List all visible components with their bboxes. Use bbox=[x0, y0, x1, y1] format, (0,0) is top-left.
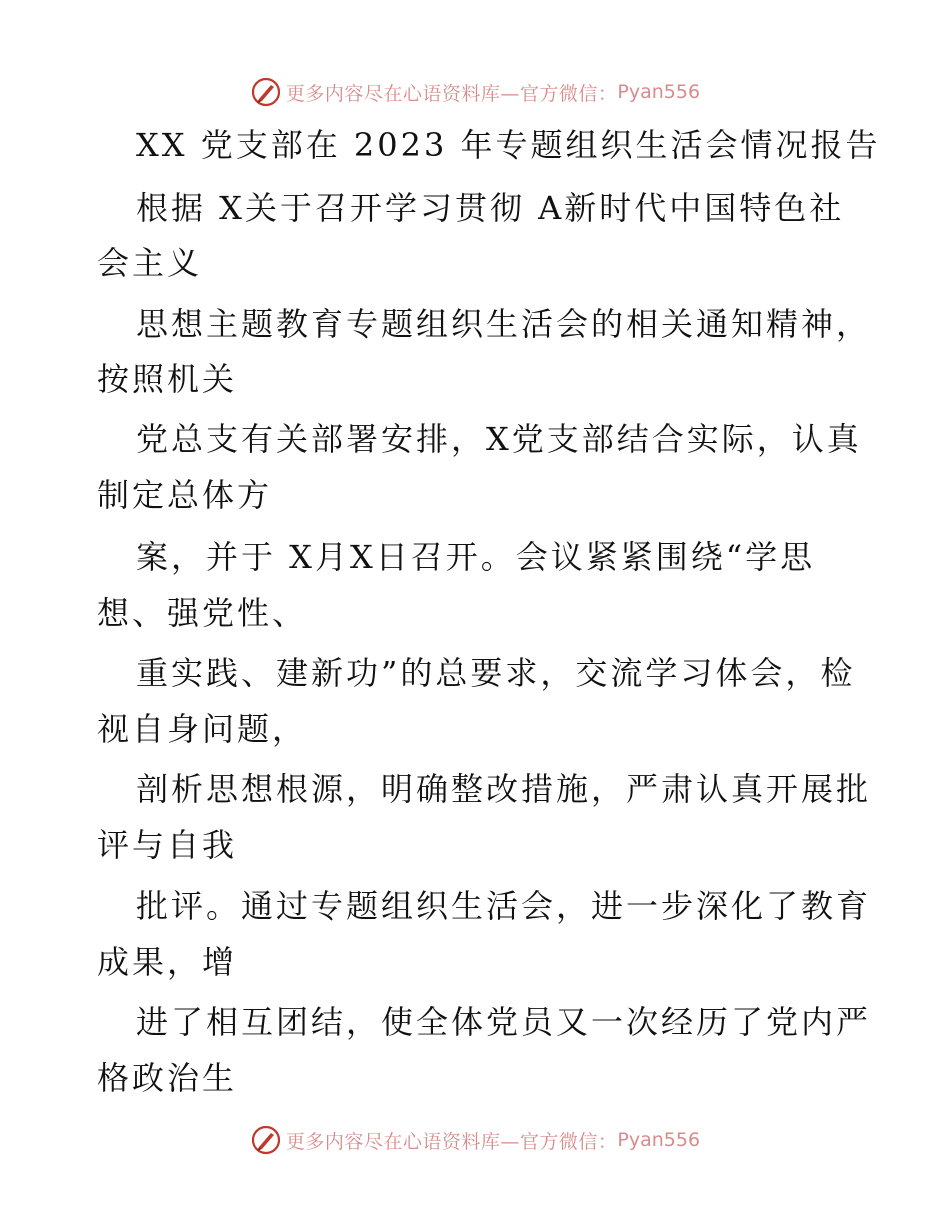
paragraph-line: 视自身问题， bbox=[97, 710, 308, 748]
paragraph-line: 想、强党性、 bbox=[97, 594, 308, 632]
paragraph-line: 重实践、建新功”的总要求，交流学习体会，检 bbox=[136, 654, 856, 692]
paragraph-line: 制定总体方 bbox=[97, 476, 273, 514]
document-title: XX 党支部在 2023 年专题组织生活会情况报告 bbox=[136, 126, 881, 164]
watermark-text: 更多内容尽在心语资料库—官方微信： bbox=[285, 82, 618, 105]
paragraph-line: 评与自我 bbox=[97, 826, 238, 864]
paragraph-line: 党总支有关部署安排，X党支部结合实际，认真 bbox=[136, 420, 862, 458]
watermark-text: 更多内容尽在心语资料库—官方微信： bbox=[285, 1130, 618, 1153]
paragraph-line: 思想主题教育专题组织生活会的相关通知精神， bbox=[136, 305, 872, 343]
quill-pen-logo-icon bbox=[250, 1124, 282, 1156]
paragraph-line: 会主义 bbox=[97, 244, 203, 282]
paragraph-line: 进了相互团结，使全体党员又一次经历了党内严 bbox=[136, 1003, 872, 1041]
paragraph-line: 根据 X关于召开学习贯彻 A新时代中国特色社 bbox=[136, 189, 845, 227]
paragraph-line: 批评。通过专题组织生活会，进一步深化了教育 bbox=[136, 887, 872, 925]
paragraph-line: 格政治生 bbox=[97, 1059, 238, 1097]
paragraph-line: 按照机关 bbox=[97, 360, 238, 398]
paragraph-line: 案，并于 X月X日召开。会议紧紧围绕“学思 bbox=[136, 538, 816, 576]
footer-watermark bbox=[0, 1120, 950, 1160]
watermark-wechat-id: Pyan556 bbox=[617, 81, 701, 103]
paragraph-line: 剖析思想根源，明确整改措施，严肃认真开展批 bbox=[136, 770, 872, 808]
paragraph-line: 成果，增 bbox=[97, 943, 238, 981]
watermark-wechat-id: Pyan556 bbox=[617, 1129, 701, 1151]
